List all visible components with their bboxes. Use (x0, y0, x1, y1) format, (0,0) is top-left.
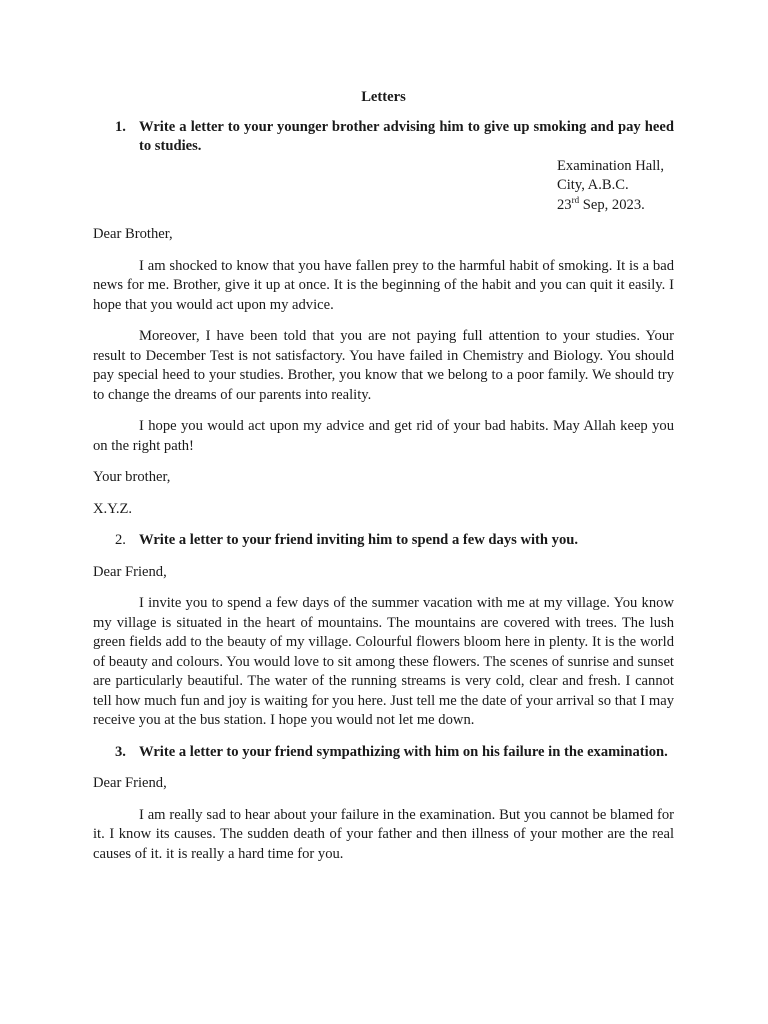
document-page (93, 88, 674, 876)
letter-1-paragraph-1: I am shocked to know that you have fallen prey to the harmful habit of smoking. It is a bad news for me. Brother, give it up at once. It is the beginning of the habit and you can quit it easily. I hope that you would act upon my advice. (93, 257, 674, 313)
address-line-1: Examination Hall, (557, 157, 664, 174)
sender-address (557, 157, 674, 216)
address-line-2: City, A.B.C. (557, 177, 629, 193)
letter-1-closing: Your brother, (93, 469, 171, 485)
salutation-friend-2: Dear Friend, (93, 775, 167, 791)
question-3 (93, 743, 674, 763)
question-1-number: 1. (115, 118, 126, 135)
question-3-number: 3. (115, 743, 126, 760)
question-1-text: Write a letter to your younger brother advising him to give up smoking and pay heed to studies. (139, 118, 674, 154)
document-title: Letters (361, 89, 406, 105)
question-3-text: Write a letter to your friend sympathizing with him on his failure in the examination. (139, 743, 668, 760)
salutation-friend-1: Dear Friend, (93, 563, 167, 580)
letter-1-paragraph-3: I hope you would act upon my advice and get rid of your bad habits. May Allah keep you on the right path! (93, 418, 674, 454)
letter-1-paragraph-2: Moreover, I have been told that you are not paying full attention to your studies. Your result to December Test is not satisfactory. You have failed in Chemistry and Biology. You should pay special heed to your studies. Brother, you know that we belong to a poor family. We should try to change the dreams of our parents into reality. (93, 328, 674, 403)
letter-2-paragraph-1: I invite you to spend a few days of the summer vacation with me at my village. You know my village is situated in the heart of mountains. The mountains are covered with trees. The lush green fields add to the beauty of my village. Colourful flowers bloom here in plenty. It is the world of beauty and colours. You would love to sit among these flowers. The scenes of sunrise and sunset are particularly beautiful. The water of the running streams is very cold, clear and fresh. I cannot tell how much fun and joy is waiting for you here. Just tell me the date of your arrival so that I may receive you at the bus station. I hope you would not let me down. (93, 595, 674, 728)
letter-3-paragraph-1: I am really sad to hear about your failure in the examination. But you cannot be blamed for it. I know its causes. The sudden death of your father and then illness of your mother are the real causes of it. it is really a hard time for you. (93, 806, 674, 862)
letter-1-signature: X.Y.Z. (93, 500, 133, 517)
question-1 (93, 118, 674, 157)
question-2 (93, 531, 674, 551)
question-2-text: Write a letter to your friend inviting him to spend a few days with you. (139, 532, 579, 548)
letter-date: 23rd Sep, 2023. (557, 194, 645, 213)
question-2-number: 2. (115, 532, 126, 548)
salutation-brother: Dear Brother, (93, 226, 173, 242)
